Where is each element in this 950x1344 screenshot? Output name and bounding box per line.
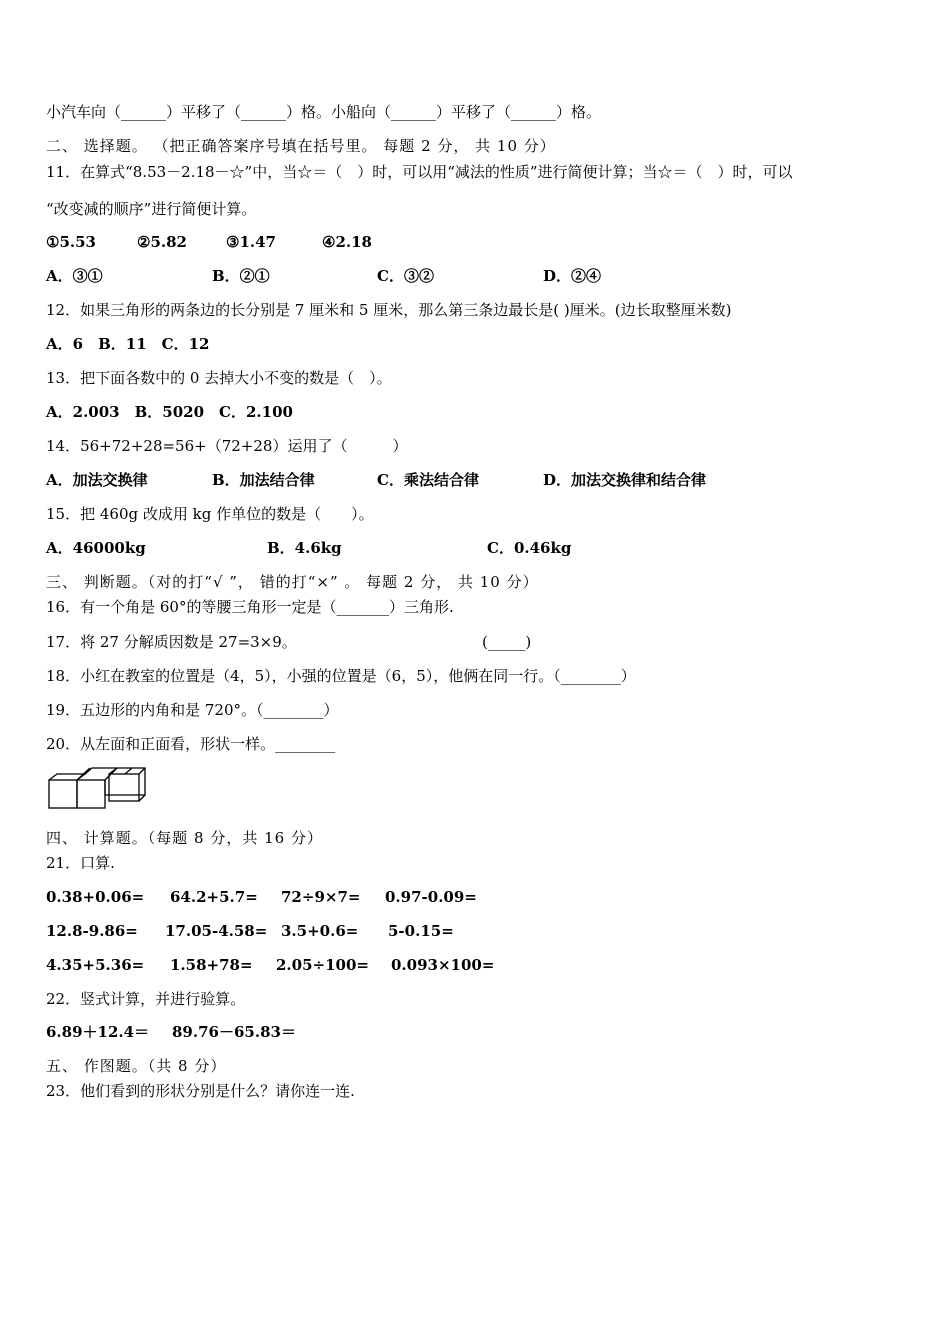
q15-option-c: C．0.46kg <box>487 539 572 557</box>
calc-r2-c4: 5-0.15= <box>388 922 454 940</box>
calc-r3-c1: 4.35+5.36= <box>46 956 145 974</box>
q16-text: 16．有一个角是 60°的等腰三角形一定是（_______）三角形. <box>46 598 454 616</box>
q14-option-a: A．加法交换律 <box>46 471 148 489</box>
section-3-title: 三、 判断题。（对的打“√ ”， 错的打“×” 。 每题 2 分， 共 10 分） <box>46 573 539 591</box>
q11-option-c: C．③② <box>377 267 434 285</box>
calc-r3-c4: 0.093×100= <box>391 956 495 974</box>
q17-blank: (_____) <box>482 633 532 651</box>
q23-text: 23．他们看到的形状分别是什么？请你连一连. <box>46 1082 355 1100</box>
q19-text: 19．五边形的内角和是 720°。（________） <box>46 701 339 719</box>
cube-front-2 <box>77 780 105 808</box>
q21-title: 21．口算. <box>46 854 115 872</box>
cube-front-1 <box>49 780 77 808</box>
cube-edge-4 <box>125 768 132 774</box>
calc-r2-c2: 17.05-4.58= <box>165 922 268 940</box>
cube-back-outline <box>85 768 145 795</box>
q14-option-c: C．乘法结合律 <box>377 471 479 489</box>
q13-text: 13．把下面各数中的 0 去掉大小不变的数是（ ）。 <box>46 369 392 387</box>
q13-options: A．2.003 B．5020 C．2.100 <box>46 403 293 421</box>
q11-option-b: B．②① <box>212 267 270 285</box>
cube-edge-5 <box>139 795 145 801</box>
calc-r3-c3: 2.05÷100= <box>276 956 369 974</box>
q22-item-1: 6.89＋12.4＝ <box>46 1023 150 1041</box>
section-5-title: 五、 作图题。（共 8 分） <box>46 1057 227 1075</box>
q11-choice-2: ②5.82 <box>137 233 187 251</box>
q18-text: 18．小红在教室的位置是（4，5），小强的位置是（6，5），他俩在同一行。（________） <box>46 667 636 685</box>
q11-choice-4: ④2.18 <box>322 233 372 251</box>
q12-text: 12．如果三角形的两条边的长分别是 7 厘米和 5 厘米，那么第三条边最长是( )厘米。(边长取整厘米数) <box>46 301 732 319</box>
calc-r1-c1: 0.38+0.06= <box>46 888 145 906</box>
q11-choice-1: ①5.53 <box>46 233 96 251</box>
q14-text: 14．56+72+28=56+（72+28）运用了（ ） <box>46 437 408 455</box>
section-4-title: 四、 计算题。（每题 8 分，共 16 分） <box>46 829 323 847</box>
q15-option-b: B．4.6kg <box>267 539 342 557</box>
q10-tail: 小汽车向（______）平移了（______）格。小船向（______）平移了（______）格。 <box>46 103 602 121</box>
calc-r3-c2: 1.58+78= <box>170 956 253 974</box>
calc-r2-c3: 3.5+0.6= <box>281 922 359 940</box>
q14-option-d: D．加法交换律和结合律 <box>543 471 707 489</box>
q11-option-a: A．③① <box>46 267 103 285</box>
q11-choice-3: ③1.47 <box>226 233 276 251</box>
q22-item-2: 89.76－65.83＝ <box>172 1023 296 1041</box>
q14-option-b: B．加法结合律 <box>212 471 315 489</box>
calc-r1-c2: 64.2+5.7= <box>170 888 258 906</box>
q11-option-d: D．②④ <box>543 267 602 285</box>
q17-text: 17．将 27 分解质因数是 27=3×9。 <box>46 633 297 651</box>
q15-text: 15．把 460g 改成用 kg 作单位的数是（ ）。 <box>46 505 374 523</box>
cube-edge-7 <box>109 768 117 774</box>
q11-line1: 11．在算式“8.53－2.18－☆”中，当☆＝（ ）时，可以用“减法的性质”进行简便计算；当☆＝（ ）时，可以 <box>46 163 793 181</box>
calc-r2-c1: 12.8-9.86= <box>46 922 138 940</box>
calc-r1-c3: 72÷9×7= <box>281 888 361 906</box>
cube-back-3 <box>109 774 139 801</box>
cube-edge-6 <box>139 768 145 774</box>
q11-line2: “改变减的顺序”进行简便计算。 <box>46 200 257 218</box>
q20-text: 20．从左面和正面看，形状一样。________ <box>46 735 336 753</box>
q15-option-a: A．46000kg <box>46 539 146 557</box>
q12-options: A．6 B．11 C．12 <box>46 335 210 353</box>
section-2-title: 二、 选择题。 （把正确答案序号填在括号里。 每题 2 分， 共 10 分） <box>46 137 556 155</box>
calc-r1-c4: 0.97-0.09= <box>385 888 477 906</box>
q22-title: 22．竖式计算，并进行验算。 <box>46 990 246 1008</box>
cubes-figure <box>47 764 151 812</box>
